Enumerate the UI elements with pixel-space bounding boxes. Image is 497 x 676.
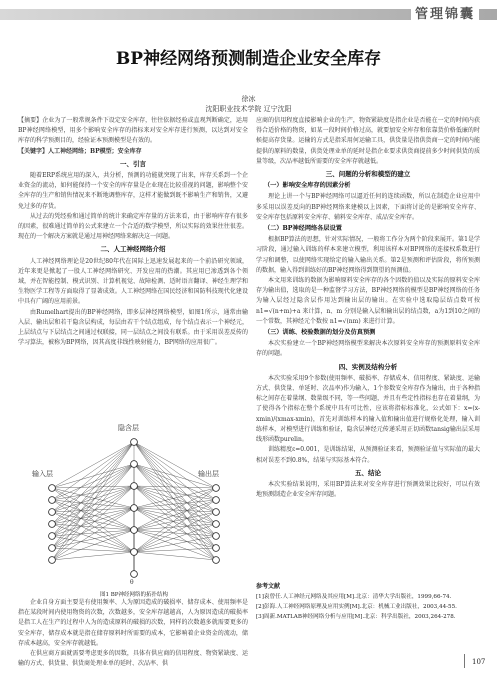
connection-line [134,530,216,548]
connection-line [52,486,134,560]
section-3-2-title: （二）BP神经网络各层设置 [264,225,342,233]
connection-line [52,512,134,530]
output-layer-label: 输出层 [198,470,219,478]
bottom-paragraph-1: 企业自身方面主要是有使用频率、人为原因造成的破损率、储存成本、使用频率是指在某段时间内使用物资的次数，次数越多，安全库存越越高，人为原因造成的破损率是指工人在生产的过程中人为的造成原料的破损的次数，同样的次数越多就需要更多的安全库存，储存成本就是指在储存原料时所需要的成本，它影响着企业资金的流动，储存成本越高，安全库存就越低。 [18,599,248,647]
section-1-paragraph-1: 随着ERP系统应用的深入，共分析，预测的功能就突现了出来，库存关系到一个企业资金的流动，如何能保持一个安全的库存量是企业现在比较重视的问题，影响整个安全库存的生产和销售情况来不断地调整库存，这样才能做到既不影响生产和销售，又避免过多的存货。 [18,172,248,210]
section-3-title: 三、问题的分析和模型的建立 [325,170,411,179]
connection-line [52,524,134,530]
section-2-paragraph-2: 由Rumelhart提出的BP神经网络，即多层神经网络模型，如图1所示，通常由输入层、输出层和若干隐含层构成，每层由若干个结点组成，每个结点表示一个神经元，上层结点与下层结点之间通过权联接，同一层结点之间没有联系。由于采用误差反传的学习算法，被称为BP网络，因其高度非线性映射能力，BP网络的应用很广。 [18,308,248,347]
output-node [213,521,220,528]
connection-line [52,464,134,548]
bias-node [131,571,138,578]
references-title: 参考文献 [256,583,281,590]
section-2-paragraph-1: 人工神经网络理论是20世纪80年代在国际上迅速发展起来的一个前沿研究领域，近年来更是掀起了一股人工神经网络研究、开发应用的热潮。其应用已渗透到各个领域，并在智能控制、模式识别、计算机视觉、故障检测、适时语言翻译、神经生理学和生物医学工程等方面取得了显著成效。人工神经网络在国民经济和国防科技现代化建设中具有广阔的应用前景。 [18,257,248,306]
hidden-node [131,549,138,556]
article-title: BP神经网络预测制造企业安全库存 [115,49,382,69]
section-3-3-paragraph: 本次实验建立一个BP神经网络模型来解决本次原料安全库存的预测原料安全库存的问题。 [256,340,480,358]
left-column-bottom [18,598,248,669]
output-node [213,533,220,540]
input-node [49,485,56,492]
hidden-node [131,483,138,490]
section-5-paragraph: 本次实验结果说明，采用BP算法来对安全库存进行预测效果比较好，可以有效地预测制造企业安全库存问题。 [256,480,480,499]
output-node [213,485,220,492]
section-4-title: 四、实例及结构分析 [338,362,398,371]
section-3-1-paragraph: 理论上讲一个与BP神经网络可以逼近任何的连续函数，所以在制造企业应用中多采用以误差反向的BP神经网络来建模以上因素，下面将讨论的是影响安全库存、安全库存包括原料安全库存、辅料安全库存、成品安全库存。 [256,193,480,221]
section-5-title: 五、结论 [355,468,381,477]
abstract: 【摘要】企业为了一般常规条件下设定安全库存，往往依据经验或直观判断确定，运用BP神经网络模型，用多个影响安全库存的指标来对安全库存进行预测，以达到对安全库存的科学预测目的，经验证本预测模型是有效的。 [18,117,248,145]
section-tag: 管理锦囊 [411,3,479,22]
connection-line [134,486,216,488]
connection-line [134,488,216,530]
connection-line [52,486,134,536]
connection-line [52,488,134,530]
input-node [49,557,56,564]
connection-line [134,548,216,552]
hidden-node [131,527,138,534]
section-3-2-paragraph-2: 本文用来训练的数据为影响原料安全库存的各个因数的值以及实际的原料安全库存为输出值，选取的是一种监督学习方法，BP神经网络的模型是BP神经网络的任务为输入层经过隐含层作用达到输出层的输出。在实验中选取隐层结点数可按 n1=√(n+m)+a 来计算，n、m 分别是输入层和输出层的结点数，a为1到10之间的一个常数，其神经元个数按 n1=√(nm) 来进行计算。 [256,277,480,325]
connection-line [52,530,134,560]
reference-item: [3]周新.MATLAB神经网络分析与应用[M].北京：科学出版社，2003,264-278. [256,614,456,620]
hidden-layer-label: 隐含层 [118,424,139,432]
reference-item: [1]袁曾任.人工神经元网络及其应用[M].北京：清华大学出版社，1999,66-74. [256,594,452,600]
connection-line [134,486,216,560]
connection-line [52,464,134,536]
input-layer-label: 输入层 [32,470,53,478]
connection-line [52,486,134,512]
section-3-3-title: （三）训练、校验数据的划分及仿真预测 [264,329,376,337]
connection-line [52,442,134,488]
hidden-node [131,505,138,512]
right-column [256,116,480,500]
author-affiliation: 沈阳职业技术学院 辽宁沈阳 [205,105,292,113]
bp-network-figure [22,418,246,590]
output-node [213,497,220,504]
hidden-node [131,461,138,468]
connection-line [52,508,134,512]
section-1-paragraph-2: 从过去的凭经验和通过简单的统计来确定库存量的方法来看，由于影响库存有很多的因素，很难通过简单的公式来建立一个合适的数学模型，所以实际的效果往往很差。现在的一个解决方案就是通过用神经网络来解决这一问题。 [18,212,248,241]
hidden-node [131,439,138,446]
input-node [49,509,56,516]
network-diagram [22,418,246,590]
input-node [49,521,56,528]
section-3-1-title: （一）影响安全库存的因素分析 [264,182,351,190]
left-column-top [18,116,248,348]
connection-line [52,548,134,552]
output-node [213,557,220,564]
input-node [49,533,56,540]
section-2-title: 二、人工神经网络介绍 [100,245,166,254]
connection-line [134,530,216,560]
section-4-paragraph: 本次实验采用9个参数(使用频率、破损率、存储成本、信用程度、紧缺度、运输方式、供货量、单延时、次品率)作为输入，1个参数安全库存作为输出，由于各种指标之间存在着量纲、数量级不同，等一些问题，并且有些定性指标也存在着量纲，为了使得各个指标在整个系统中具有可比性，应该将指标标准化，公式如下：x=(x-xmin)/(xmax-xmin)，首先对训练样本的输入值和输出值进行规格化处理，输入训练样本，对模型进行训练和验证，隐含层神经元传递采用正切函数tansig输出层采用线形函数purelin。 [256,374,480,444]
theta-label: θ [130,579,134,586]
page-number-divider [464,654,465,668]
output-node [213,509,220,516]
keywords: 【关键字】人工神经网络；BP模型；安全库存 [18,147,142,155]
page-number: 107 [472,658,486,666]
author-name: 徐冰 [241,95,256,103]
right-intro-paragraph: 应商的信用程度直接影响企业的生产，物资紧缺度是指企业是否能在一定的时间内获得合适价格的物资，如某一段时间价格过高，就要加安全库存和依靠货价格低廉的时候提高存货量。运输的方式是指采用何运输工具，供货量是指供货商一定的时间内能提供的原料的数量，供货处理业单的延时是指企业要求供货商提前多少时间供货的质量等级，次品率越低所需要的安全库存就越低。 [256,117,480,165]
section-header-bar [0,0,497,26]
connection-line [134,552,216,560]
connection-line [52,530,134,536]
connection-line [134,442,216,488]
bottom-paragraph-2: 在供应商方面就需要考虑更多的因数，具体有供应商的信用程度、物资紧缺度、运输的方式、供货量、供货商处理业单的延时、次品率、供 [18,650,248,668]
connection-line [134,486,216,536]
connection-line [52,552,134,560]
output-node [213,545,220,552]
connection-line [134,508,216,512]
section-1-title: 一、引言 [120,159,146,168]
connection-line [134,524,216,530]
section-4-paragraph-2: 训练精度ε=0.001，是训练结果，从预测验证来看，预测验证值与实际值的最大相对误差不到0.8%，结果与实际基本符合。 [256,446,480,464]
connection-line [52,464,134,488]
input-node [49,545,56,552]
references [256,582,480,622]
connection-line [134,486,216,512]
connection-line [52,486,134,488]
connection-line [134,512,216,530]
connection-line [52,464,134,500]
connection-line [134,530,216,536]
section-3-2-paragraph-1: 根据BP算法的思想，针对实际情况，一般将工作分为两个阶段来展开。第1是学习阶段，通过输入训练的样本来建立模型，利用该样本对BP网络的连接权系数进行学习和调整，以使网络实现给定的输入输出关系。第2是预测和评估阶段，将所预测的数据，输入得到训练好的BP神经网络得到期望的预测值。 [256,236,480,274]
input-node [49,497,56,504]
figure-caption: 图1 BP神经网络的拓扑结构 [100,592,168,598]
connection-line [52,442,134,512]
reference-item: [2]彭海.人工神经网络原理及应用实例[M].北京：机械工业出版社，2003,44-55. [256,604,457,610]
